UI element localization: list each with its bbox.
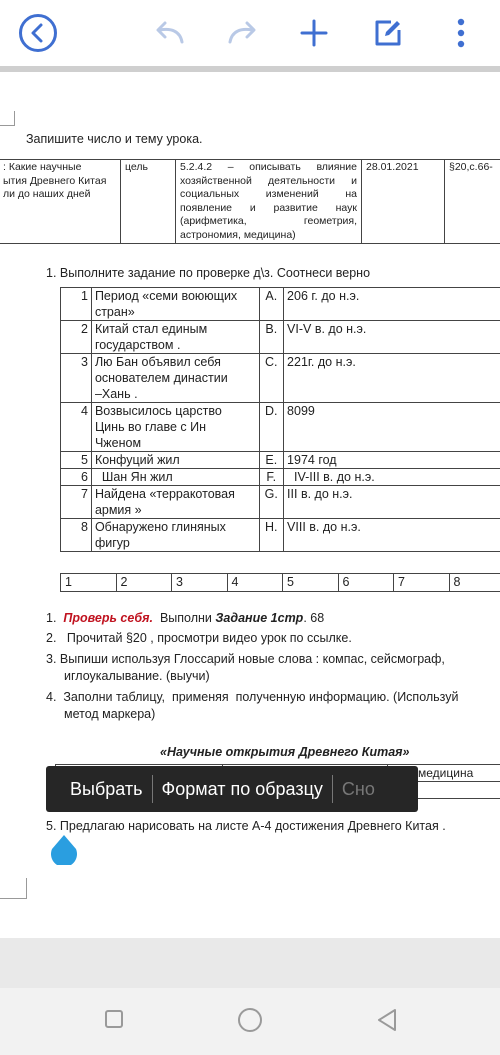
description-line: Период «семи воюющих	[94, 289, 238, 303]
undo-icon	[151, 18, 189, 48]
table-row	[61, 403, 500, 452]
meta-pages: §20,с.66-	[445, 160, 500, 244]
description-line: Конфуций жил	[94, 453, 180, 467]
description-line: Обнаружено глиняных	[94, 520, 226, 534]
meta-standard-line: (арифметика, геометрия,	[180, 215, 357, 227]
row-answer: VIII в. до н.э.	[284, 519, 500, 552]
task-number: 1.	[46, 611, 57, 625]
description-line: Найдена «терракотовая	[94, 487, 235, 501]
intro-text: Запишите число и тему урока.	[26, 132, 203, 146]
redo-icon	[223, 18, 261, 48]
redo-button[interactable]	[217, 8, 267, 58]
meta-topic	[0, 160, 121, 244]
description-line: Шан Ян жил	[94, 470, 173, 484]
description-line: основателем династии	[94, 371, 228, 385]
meta-standard	[176, 160, 362, 244]
meta-topic-line: : Какие научные	[3, 161, 82, 173]
row-letter: G.	[259, 486, 284, 519]
matching-table	[60, 287, 500, 552]
table-title: «Научные открытия Древнего Китая»	[160, 745, 410, 759]
task-4: 4. Заполни таблицу, применяя полученную информацию. (Используй	[46, 690, 459, 704]
description-line: Возвысилось царство	[94, 404, 222, 418]
row-letter: F.	[259, 469, 284, 486]
row-description	[91, 469, 259, 486]
table-row	[61, 519, 500, 552]
description-line: –Хань .	[94, 387, 138, 401]
row-letter: C.	[259, 354, 284, 403]
page-corner-mark	[0, 111, 15, 126]
table-row	[61, 288, 500, 321]
table-row	[61, 486, 500, 519]
answer-cell[interactable]: 5	[283, 574, 339, 592]
context-menu	[46, 766, 418, 812]
answer-number-table	[60, 573, 500, 592]
row-number: 1	[61, 288, 92, 321]
chevron-left-icon	[18, 13, 58, 53]
edit-button[interactable]	[363, 8, 413, 58]
description-line: Китай стал единым	[94, 322, 208, 336]
row-answer: IV-III в. до н.э.	[284, 469, 500, 486]
meta-standard-line: хозяйственной деятельности и	[180, 174, 357, 187]
row-answer: VI-V в. до н.э.	[284, 321, 500, 354]
row-number: 8	[61, 519, 92, 552]
meta-topic-line: ытия Древнего Китая	[3, 174, 107, 187]
page-corner-mark	[0, 878, 27, 899]
row-number: 7	[61, 486, 92, 519]
row-answer: III в. до н.э.	[284, 486, 500, 519]
row-letter: D.	[259, 403, 284, 452]
row-answer: 221г. до н.э.	[284, 354, 500, 403]
answer-cell[interactable]: 4	[227, 574, 283, 592]
undo-button[interactable]	[145, 8, 195, 58]
row-description	[91, 354, 259, 403]
top-toolbar	[0, 0, 500, 66]
description-line: Лю Бан объявил себя	[94, 355, 221, 369]
task-4-cont: метод маркера)	[64, 707, 156, 721]
task-text: . 68	[303, 611, 325, 625]
row-letter: A.	[259, 288, 284, 321]
task-1	[46, 610, 324, 626]
description-line: фигур	[94, 536, 130, 550]
check-yourself-text: Проверь себя.	[63, 611, 154, 625]
description-line: армия »	[94, 503, 142, 517]
selection-handle-icon[interactable]	[50, 835, 78, 865]
task-text: Выполни	[153, 611, 216, 625]
row-description	[91, 519, 259, 552]
row-description	[91, 403, 259, 452]
row-description	[91, 486, 259, 519]
description-line: Чженом	[94, 436, 142, 450]
row-letter: E.	[259, 452, 284, 469]
answer-cell[interactable]: 7	[394, 574, 450, 592]
square-recents-icon[interactable]	[104, 1009, 124, 1029]
row-description	[91, 452, 259, 469]
meta-standard-line: социальных изменений на	[180, 188, 357, 200]
answer-cell[interactable]: 6	[338, 574, 394, 592]
row-number: 6	[61, 469, 92, 486]
task1-title: 1. Выполните задание по проверке д\з. Соотнеси верно	[46, 266, 371, 280]
task-bold-text: Задание 1стр	[215, 611, 304, 625]
row-answer: 206 г. до н.э.	[284, 288, 500, 321]
answer-cell[interactable]: 2	[116, 574, 172, 592]
row-number: 3	[61, 354, 92, 403]
answer-cell[interactable]: 3	[172, 574, 228, 592]
lesson-meta-table	[0, 159, 500, 244]
format-painter-menu-item[interactable]: Формат по образцу	[161, 778, 323, 799]
more-button[interactable]	[436, 8, 486, 58]
description-line: Цинь во главе с Ин	[94, 420, 207, 434]
task-2: 2. Прочитай §20 , просмотри видео урок по ссылке.	[46, 631, 352, 645]
column-header: медицина	[388, 765, 500, 782]
edit-icon	[372, 17, 404, 49]
task-3-cont: иглоукалывание. (выучи)	[64, 669, 210, 683]
add-button[interactable]	[289, 8, 339, 58]
meta-standard-line: появление и развитие наук	[180, 201, 357, 214]
plus-icon	[299, 18, 329, 48]
more-menu-item[interactable]: Сно	[341, 778, 375, 799]
select-menu-item[interactable]: Выбрать	[70, 778, 143, 799]
table-row	[61, 469, 500, 486]
table-row	[61, 452, 500, 469]
meta-standard-line: 5.2.4.2 – описывать влияние	[180, 161, 357, 173]
description-line: государством .	[94, 338, 181, 352]
triangle-back-icon[interactable]	[376, 1008, 398, 1032]
row-description	[91, 321, 259, 354]
row-description	[91, 288, 259, 321]
table-row	[61, 574, 500, 592]
meta-standard-line: астрономия, медицина)	[180, 228, 296, 241]
row-number: 2	[61, 321, 92, 354]
task-5: 5. Предлагаю нарисовать на листе А-4 достижения Древнего Китая .	[46, 819, 446, 833]
task-3: 3. Выпиши используя Глоссарий новые слова : компас, сейсмограф,	[46, 652, 445, 666]
more-vertical-icon	[456, 17, 466, 49]
answer-cell[interactable]: 8	[449, 574, 500, 592]
answer-cell[interactable]: 1	[61, 574, 117, 592]
row-number: 5	[61, 452, 92, 469]
row-letter: B.	[259, 321, 284, 354]
table-row	[61, 321, 500, 354]
description-line: стран»	[94, 305, 135, 319]
row-letter: H.	[259, 519, 284, 552]
table-row	[61, 354, 500, 403]
row-answer: 1974 год	[284, 452, 500, 469]
row-number: 4	[61, 403, 92, 452]
back-button[interactable]	[13, 8, 63, 58]
meta-goal: цель	[121, 160, 176, 244]
row-answer: 8099	[284, 403, 500, 452]
meta-date: 28.01.2021	[362, 160, 445, 244]
meta-topic-line: ли до наших дней	[3, 188, 91, 200]
circle-home-icon[interactable]	[237, 1007, 263, 1033]
